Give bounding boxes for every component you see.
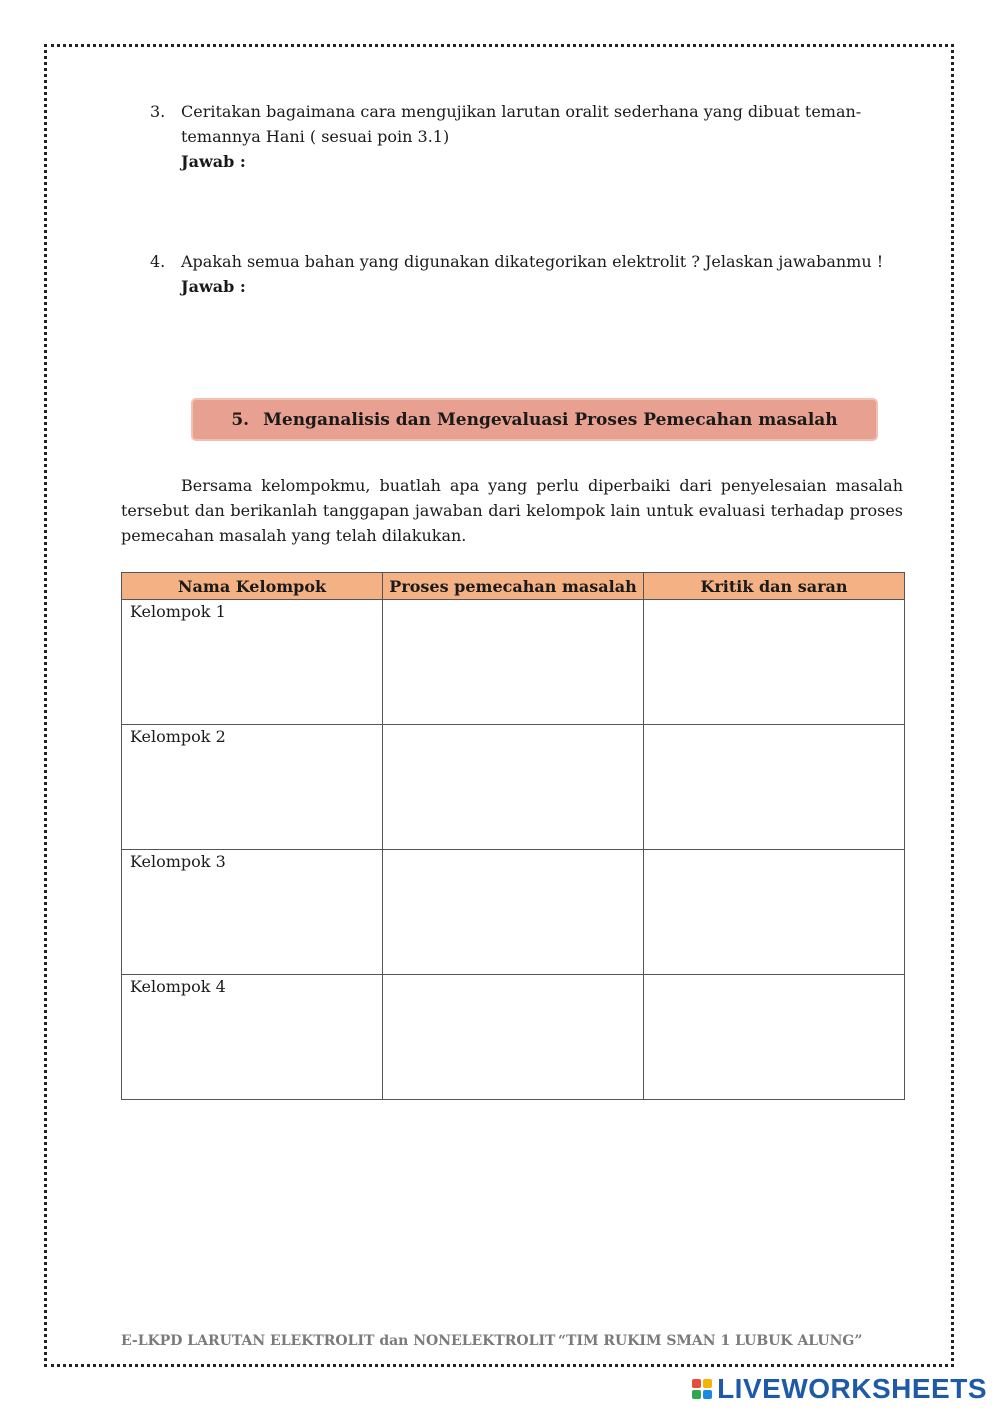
group-name-cell: Kelompok 1 [122,600,383,725]
group-name-cell: Kelompok 2 [122,725,383,850]
question-3 [150,99,910,174]
group-name-cell: Kelompok 3 [122,850,383,975]
question-number: 3. [150,102,166,121]
process-cell[interactable] [383,600,644,725]
process-cell[interactable] [383,975,644,1100]
table-row [122,850,905,975]
question-4 [150,249,910,299]
footer-left: E-LKPD LARUTAN ELEKTROLIT dan NONELEKTROLIT [121,1333,556,1349]
page-footer [121,1333,881,1349]
instruction-paragraph: Bersama kelompokmu, buatlah apa yang perlu diperbaiki dari penyelesaian masalah tersebut dan berikanlah tanggapan jawaban dari kelompok lain untuk evaluasi terhadap proses pemecahan masalah yang telah dilakukan. [121,476,903,545]
table-row [122,975,905,1100]
critique-cell[interactable] [644,975,905,1100]
section-title: Menganalisis dan Mengevaluasi Proses Pemecahan masalah [263,409,838,430]
liveworksheets-watermark [692,1374,987,1404]
process-cell[interactable] [383,725,644,850]
question-text: Apakah semua bahan yang digunakan dikategorikan elektrolit ? Jelaskan jawabanmu ! [181,252,884,271]
header-critique: Kritik dan saran [644,573,905,600]
section-heading [191,398,878,441]
watermark-text: LIVEWORKSHEETS [717,1373,987,1404]
critique-cell[interactable] [644,725,905,850]
process-cell[interactable] [383,850,644,975]
header-group-name: Nama Kelompok [122,573,383,600]
table-row [122,600,905,725]
table-row [122,725,905,850]
footer-right: “TIM RUKIM SMAN 1 LUBUK ALUNG” [558,1333,863,1349]
question-text: Ceritakan bagaimana cara mengujikan larutan oralit sederhana yang dibuat teman-temannya Hani ( sesuai poin 3.1) [181,102,862,146]
answer-label: Jawab : [181,277,246,296]
group-name-cell: Kelompok 4 [122,975,383,1100]
critique-cell[interactable] [644,600,905,725]
liveworksheets-logo-icon [692,1379,712,1399]
answer-label: Jawab : [181,152,246,171]
section-number: 5. [231,409,250,430]
table-header-row [122,573,905,600]
evaluation-table [121,572,905,1100]
header-process: Proses pemecahan masalah [383,573,644,600]
question-number: 4. [150,252,166,271]
critique-cell[interactable] [644,850,905,975]
